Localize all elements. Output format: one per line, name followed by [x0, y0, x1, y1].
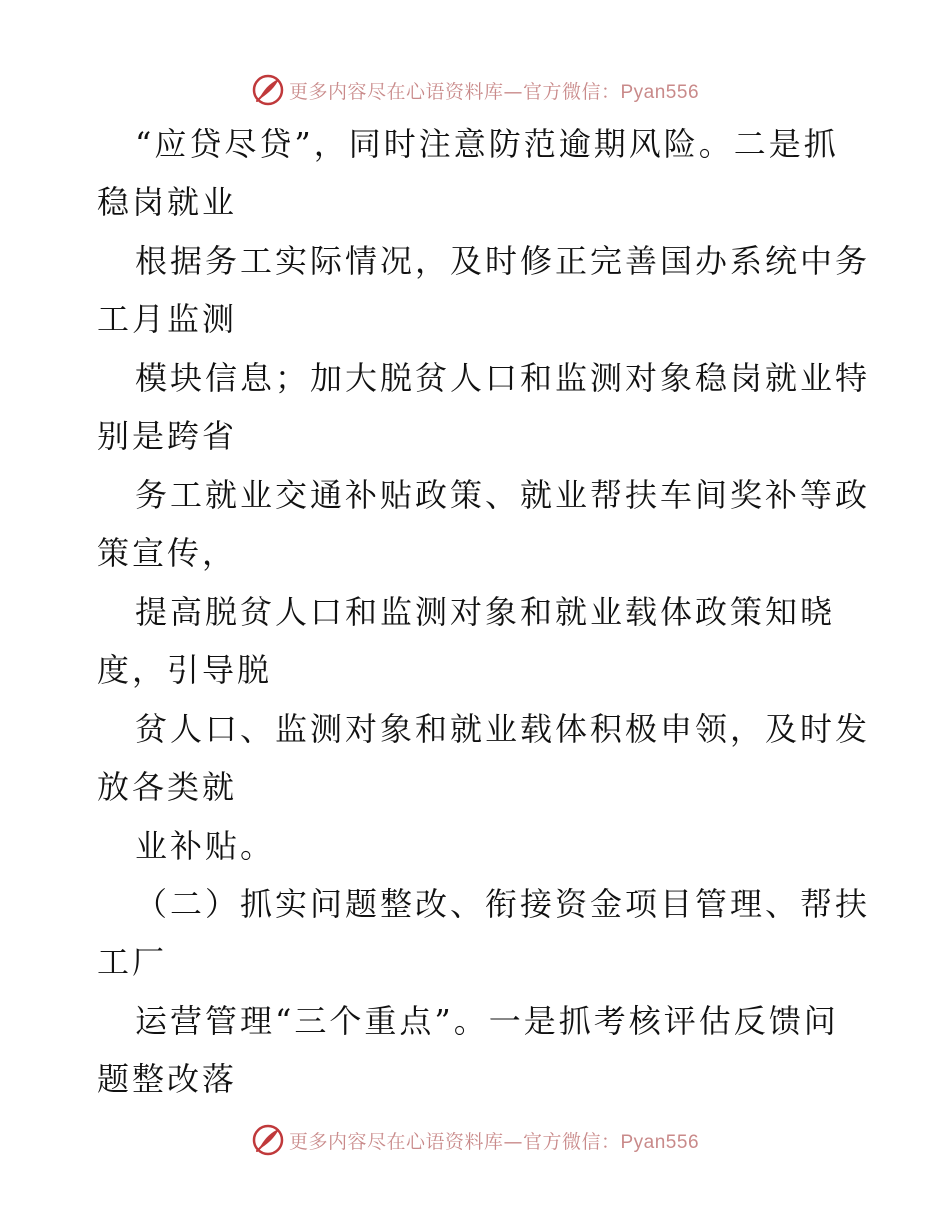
paragraph-line: 放各类就 [97, 768, 238, 806]
paragraph-line: 工月监测 [97, 300, 238, 338]
watermark-wechat-id: Pyan556 [620, 81, 700, 103]
paragraph [97, 700, 871, 816]
watermark-label: 更多内容尽在心语资料库—官方微信： [288, 80, 621, 103]
paragraph-line: 根据务工实际情况，及时修正完善国办系统中务 [135, 242, 871, 280]
watermark-text [289, 1127, 699, 1154]
paragraph-line: 别是跨省 [97, 417, 238, 455]
paragraph [97, 992, 857, 1108]
paragraph-line: 稳岗就业 [97, 183, 238, 221]
watermark-text [289, 77, 699, 104]
paragraph-line: 题整改落 [97, 1060, 238, 1098]
paragraph [97, 115, 857, 231]
paragraph-line: 贫人口、监测对象和就业载体积极申领，及时发 [135, 710, 871, 748]
paragraph-line: 业补贴。 [135, 827, 276, 865]
paragraph-line: 模块信息；加大脱贫人口和监测对象稳岗就业特 [135, 359, 871, 397]
footer-watermark [0, 1120, 950, 1160]
watermark-wechat-id: Pyan556 [620, 1131, 700, 1153]
paragraph-line: 运营管理“三个重点”。一是抓考核评估反馈问 [135, 1002, 839, 1040]
paragraph [97, 817, 857, 875]
paragraph [97, 875, 871, 991]
paragraph-line: 提高脱贫人口和监测对象和就业载体政策知晓 [135, 593, 836, 631]
paragraph [97, 349, 871, 465]
paragraph-line: 工厂 [97, 943, 168, 981]
feather-logo-icon [251, 73, 285, 107]
feather-logo-icon [251, 1123, 285, 1157]
paragraph-line: 策宣传， [97, 534, 238, 572]
paragraph-line: 度，引导脱 [97, 651, 273, 689]
paragraph-line: “应贷尽贷”，同时注意防范逾期风险。二是抓 [135, 125, 839, 163]
header-watermark [0, 70, 950, 110]
paragraph [97, 583, 857, 699]
paragraph-line: 务工就业交通补贴政策、就业帮扶车间奖补等政 [135, 476, 871, 514]
watermark-label: 更多内容尽在心语资料库—官方微信： [288, 1130, 621, 1153]
paragraph-line: （二）抓实问题整改、衔接资金项目管理、帮扶 [135, 885, 871, 923]
paragraph [97, 466, 871, 582]
paragraph [97, 232, 871, 348]
